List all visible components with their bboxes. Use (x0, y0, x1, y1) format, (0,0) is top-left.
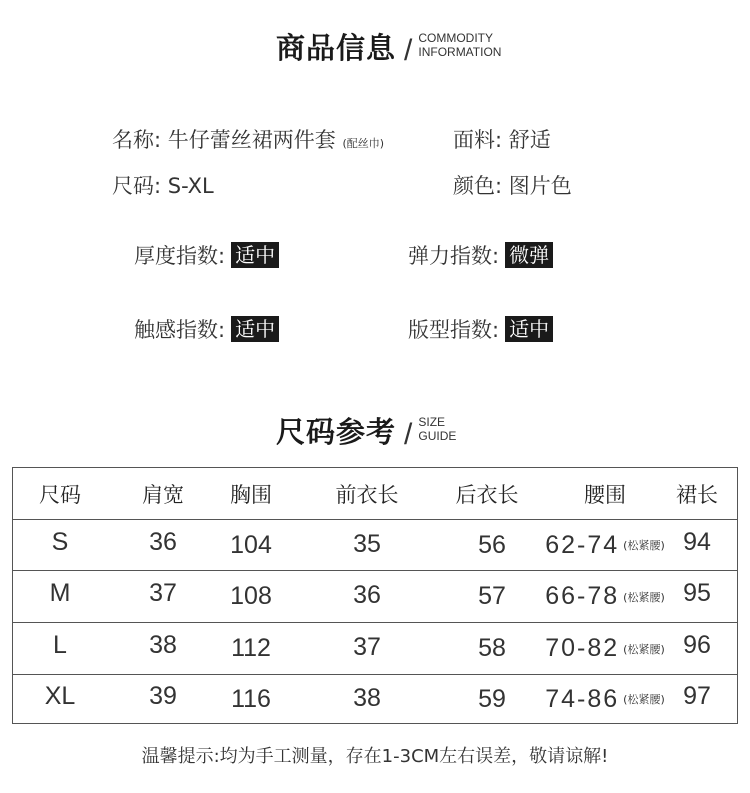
color-info (453, 170, 572, 200)
cell-bust: 116 (231, 684, 271, 713)
commodity-en-line2: INFORMATION (418, 44, 502, 59)
touch-index (134, 314, 279, 344)
size-guide-header (276, 410, 456, 451)
fabric-label: 面料: (453, 128, 503, 152)
header-skirt-length: 裙长 (676, 482, 718, 507)
cell-waist-note: (松紧腰) (623, 642, 665, 656)
header-shoulder: 肩宽 (142, 482, 184, 507)
size-guide-title: 尺码参考 (276, 415, 397, 449)
size-guide-slash: / (404, 417, 413, 451)
cell-waist-range: 66-78 (545, 582, 620, 610)
size-label: 尺码: (112, 174, 162, 198)
commodity-title: 商品信息 (276, 31, 397, 65)
cell-shoulder: 39 (149, 681, 177, 710)
commodity-en-line1: COMMODITY (418, 30, 494, 45)
header-size: 尺码 (39, 482, 81, 507)
cell-bust: 108 (230, 582, 272, 610)
elasticity-index (408, 240, 553, 270)
thickness-tag: 适中 (231, 242, 279, 268)
size-info (112, 170, 214, 200)
touch-label: 触感指数: (134, 318, 226, 342)
thickness-index (134, 240, 279, 270)
header-front-length: 前衣长 (335, 482, 399, 507)
color-label: 颜色: (453, 174, 503, 198)
table-row (13, 571, 737, 623)
fit-tag: 适中 (505, 316, 553, 342)
thickness-label: 厚度指数: (134, 244, 226, 268)
size-value: S-XL (167, 174, 214, 198)
cell-size: S (51, 527, 69, 556)
fit-label: 版型指数: (408, 318, 500, 342)
cell-waist-note: (松紧腰) (623, 539, 665, 552)
name-label: 名称: (112, 128, 162, 152)
size-guide-en (418, 415, 456, 443)
cell-waist (535, 675, 675, 723)
cell-back-length: 56 (478, 530, 506, 559)
cell-shoulder: 37 (149, 579, 177, 607)
cell-waist (535, 520, 675, 570)
measurement-note: 温馨提示:均为手工测量，存在1-3CM左右误差，敬请谅解! (141, 746, 609, 767)
cell-skirt-length: 94 (683, 527, 711, 556)
cell-front-length: 38 (353, 683, 381, 712)
cell-size: XL (44, 681, 76, 710)
elasticity-label: 弹力指数: (408, 244, 500, 268)
table-row (13, 623, 737, 675)
fit-index (408, 314, 553, 344)
cell-bust: 104 (230, 530, 272, 559)
fabric-value: 舒适 (508, 128, 551, 152)
cell-front-length: 35 (353, 529, 381, 558)
commodity-en (418, 31, 501, 59)
cell-shoulder: 38 (149, 631, 177, 659)
cell-waist (535, 623, 675, 674)
cell-waist (535, 571, 675, 622)
size-guide-en-line1: SIZE (418, 414, 446, 429)
header-bust: 胸围 (230, 482, 272, 507)
cell-front-length: 36 (353, 581, 381, 609)
fabric-info (453, 124, 551, 154)
name-value: 牛仔蕾丝裙两件套 (167, 128, 336, 152)
table-header-row (13, 468, 737, 520)
table-row (13, 675, 737, 723)
cell-back-length: 58 (478, 634, 506, 662)
header-back-length: 后衣长 (455, 482, 519, 507)
cell-waist-range: 74-86 (545, 684, 620, 713)
cell-size: L (53, 631, 67, 659)
header-waist: 腰围 (584, 482, 626, 507)
commodity-slash: / (404, 33, 413, 67)
cell-waist-note: (松紧腰) (623, 693, 665, 706)
table-row (13, 520, 737, 571)
elasticity-tag: 微弹 (505, 242, 553, 268)
cell-size: M (49, 579, 71, 607)
commodity-header (276, 26, 501, 67)
touch-tag: 适中 (231, 316, 279, 342)
cell-skirt-length: 95 (683, 579, 711, 607)
cell-skirt-length: 96 (683, 631, 711, 659)
cell-waist-range: 62-74 (545, 530, 620, 559)
cell-bust: 112 (231, 634, 271, 662)
cell-waist-range: 70-82 (545, 634, 620, 662)
cell-waist-note: (松紧腰) (623, 590, 665, 604)
name-info (112, 124, 384, 154)
cell-back-length: 57 (478, 582, 506, 610)
color-value: 图片色 (508, 174, 572, 198)
cell-skirt-length: 97 (683, 681, 711, 710)
cell-back-length: 59 (478, 684, 506, 713)
cell-front-length: 37 (353, 633, 381, 661)
size-guide-en-line2: GUIDE (418, 428, 457, 443)
size-table (12, 467, 738, 724)
cell-shoulder: 36 (149, 527, 177, 556)
name-note: (配丝巾) (342, 137, 385, 150)
